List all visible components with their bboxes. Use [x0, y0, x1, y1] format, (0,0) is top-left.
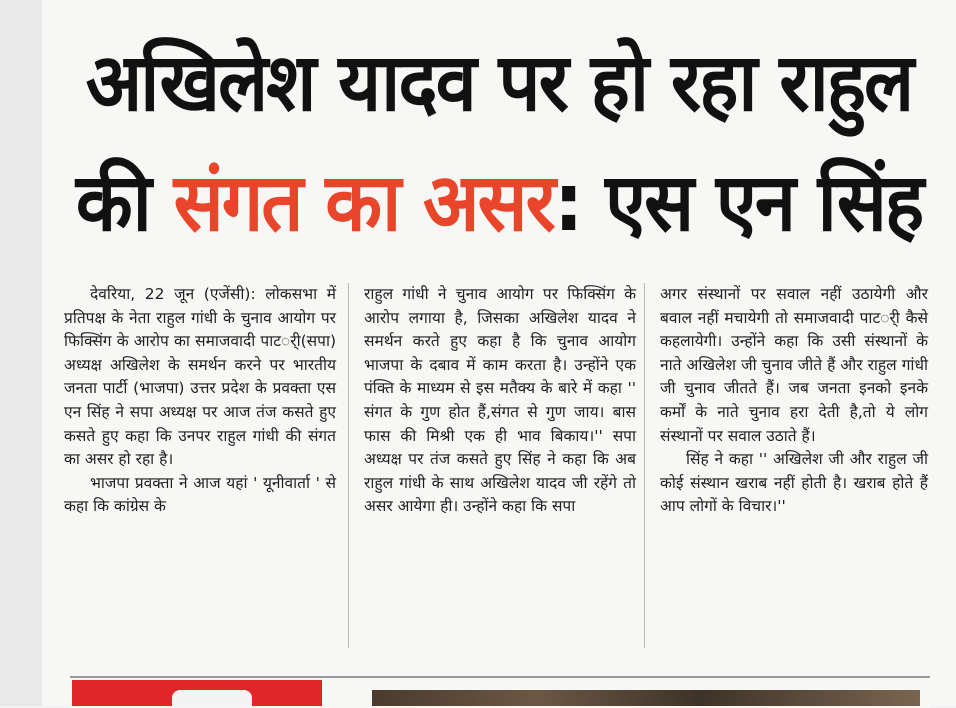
article-column-3 — [660, 283, 928, 519]
article-paragraph: भाजपा प्रवक्ता ने आज यहां ' यूनीवार्ता ' से कहा कि कांग्रेस के — [64, 473, 336, 516]
article-paragraph: देवरिया, 22 जून (एजेंसी): लोकसभा में प्रतिपक्ष के नेता राहुल गांधी के चुनाव आयोग पर फिक्सिंग के आरोप का समाजवादी पाटर्ी(सपा) अध्यक्ष अखिलेश के समर्थन करने पर भारतीय जनता पार्टी (भाजपा) उत्तर प्रदेश के प्रवक्ता एस एन सिंह ने सपा अध्यक्ष पर आज तंज कसते हुए कसते हुए कहा कि उनपर राहुल गांधी की संगत का असर हो रहा है। — [64, 285, 336, 469]
headline-line-2 — [42, 156, 956, 250]
article-column-1 — [64, 283, 336, 519]
article-paragraph: सिंह ने कहा '' अखिलेश जी और राहुल जी कोई संस्थान खराब नहीं होती है। खराब होते हैं आप लोगों के विचार।'' — [660, 450, 928, 516]
article-paragraph: अगर संस्थानों पर सवाल नहीं उठायेगी और बवाल नहीं मचायेगी तो समाजवादी पाटर्ी कैसे कहलायेगी। उन्होंने कहा कि उसी संस्थानों के नाते अखिलेश जी चुनाव जीते हैं और राहुल गांधी जी चुनाव जीतते हैं। जब जनता इनको इनके कर्मों के नाते चुनाव हरा देती है,तो ये लोग संस्थानों पर सवाल उठाते हैं। — [660, 285, 928, 445]
headline-line-1: अखिलेश यादव पर हो रहा राहुल — [85, 36, 913, 130]
page-left-margin — [0, 0, 42, 706]
article-paragraph: राहुल गांधी ने चुनाव आयोग पर फिक्सिंग के आरोप लगाया है, जिसका अखिलेश यादव ने समर्थन करते हुए कहा है कि चुनाव आयोग भाजपा के दबाव में काम करता है। उन्होंने एक पंक्ति के माध्यम से इस मतैक्य के बारे में कहा '' संगत के गुण होत हैं,संगत से गुण जाय। बास फास की मिश्री एक ही भाव बिकाय।'' सपा अध्यक्ष पर तंज कसते हुए सिंह ने कहा कि अब राहुल गांधी के साथ अखिलेश यादव जी रहेंगे तो असर आयेगा ही। उन्होंने कहा कि सपा — [364, 285, 636, 516]
headline-line-2-suffix: : एस एन सिंह — [553, 156, 923, 250]
column-divider — [644, 283, 645, 648]
next-article-photo — [372, 690, 920, 706]
headline-line-2-prefix: की — [75, 156, 174, 250]
article-column-2 — [364, 283, 636, 519]
headline-highlight: संगत का असर — [173, 156, 554, 250]
column-divider — [348, 283, 349, 648]
next-article-banner-shape — [172, 690, 252, 706]
